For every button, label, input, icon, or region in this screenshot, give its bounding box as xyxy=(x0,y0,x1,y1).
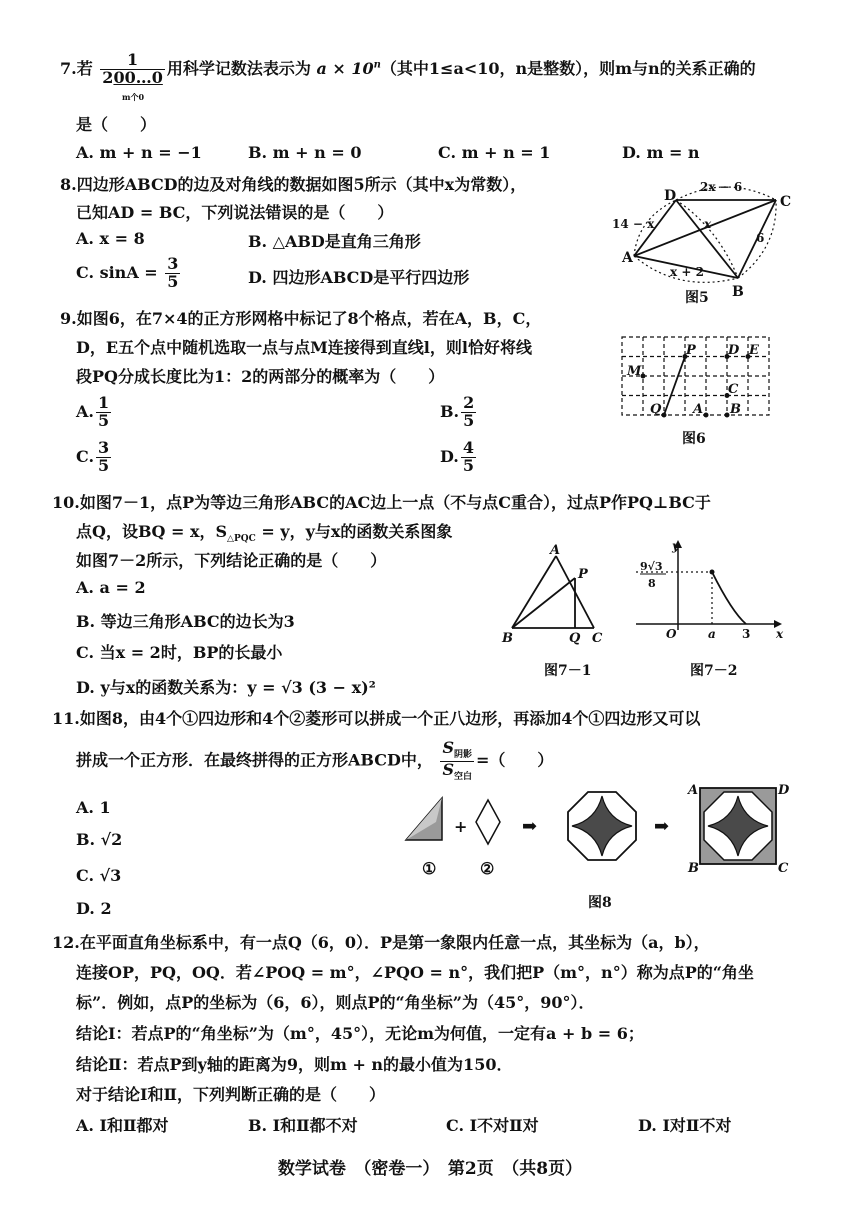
q12-stem-line6: 对于结论Ⅰ和Ⅱ，下列判断正确的是（ ） xyxy=(76,1085,385,1104)
q7-option-b[interactable]: B. m + n = 0 xyxy=(248,143,362,162)
fig7-1-label-q: Q xyxy=(569,631,581,646)
fig7-2-x-axis: x xyxy=(776,627,784,641)
fig5-edge-diag: x xyxy=(704,217,712,231)
fig6-label-c: C xyxy=(728,382,739,397)
q11-ratio: $S_{阴影}$ $S_{空白}$ xyxy=(442,738,473,782)
q12-option-c[interactable]: C. Ⅰ不对Ⅱ对 xyxy=(446,1116,539,1135)
q10-number: 10. xyxy=(52,493,80,512)
fig5-edge-bottom: x + 2 xyxy=(670,265,704,279)
q10-stem-line3: 如图7－2所示，下列结论正确的是（ ） xyxy=(76,551,387,570)
q7-underbrace-label: m个0 xyxy=(122,92,145,102)
q7-option-a[interactable]: A. m + n = −1 xyxy=(76,143,202,162)
q12-stem-line2: 连接OP，PQ，OQ．若∠POQ = m°，∠PQO = n°，我们把P（m°，n°）称为点P的“角坐 xyxy=(76,963,754,982)
q8-option-a[interactable]: A. x = 8 xyxy=(76,229,145,248)
figure-5-caption: 图5 xyxy=(685,290,709,306)
q9-number: 9. xyxy=(60,309,77,328)
fig8-label-1: ① xyxy=(422,859,437,878)
fig8-plus: + xyxy=(454,817,468,836)
fig7-2-origin: O xyxy=(666,627,677,641)
fig7-2-y-tick-den: 8 xyxy=(648,577,656,590)
q9-stem-line3: 段PQ分成长度比为1：2的两部分的概率为（ ） xyxy=(76,367,445,386)
q10-option-a[interactable]: A. a = 2 xyxy=(76,578,146,597)
fig6-label-p: P xyxy=(686,343,696,358)
q7-number: 7. xyxy=(60,58,77,78)
q10-option-d[interactable]: D. y与x的函数关系为：y = √3 (3 − x)² xyxy=(76,678,376,697)
q12-option-b[interactable]: B. Ⅰ和Ⅱ都不对 xyxy=(248,1116,358,1135)
fig6-label-m: M xyxy=(627,364,642,379)
q12-option-d[interactable]: D. Ⅰ对Ⅱ不对 xyxy=(638,1116,732,1135)
figure-7-1 xyxy=(500,543,610,646)
q11-stem-line2: 拼成一个正方形．在最终拼得的正方形ABCD中， $S_{阴影}$ $S_{空白}$ =（ ） xyxy=(76,738,554,782)
fig8-label-c: C xyxy=(778,861,789,876)
fig5-label-b: B xyxy=(732,284,744,300)
q8-stem-line2: 已知AD = BC，下列说法错误的是（ ） xyxy=(76,203,394,222)
q9-stem-line1: 9.如图6，在7×4的正方形网格中标记了8个格点，若在A，B，C， xyxy=(60,309,542,328)
figure-6-caption: 图6 xyxy=(682,431,706,447)
fig8-label-d: D xyxy=(778,783,790,798)
figure-7-2 xyxy=(636,540,786,640)
q9-stem-line2: D，E五个点中随机选取一点与点M连接得到直线l，则l恰好将线 xyxy=(76,338,532,357)
figure-8-caption: 图8 xyxy=(588,895,612,911)
fig7-2-y-axis: y xyxy=(672,539,679,553)
fig5-label-d: D xyxy=(664,188,677,204)
q8-number: 8. xyxy=(60,175,77,194)
q12-option-a[interactable]: A. Ⅰ和Ⅱ都对 xyxy=(76,1116,169,1135)
fig5-label-a: A xyxy=(622,250,633,266)
q8-option-b[interactable]: B. △ABD是直角三角形 xyxy=(248,232,421,251)
q12-stem-line1: 12.在平面直角坐标系中，有一点Q（6，0）．P是第一象限内任意一点，其坐标为（a，b）， xyxy=(52,933,710,952)
q7-stem-line1: 7.若 $\frac{1}{200\dots 0}$ 用科学记数法表示为 $a \times 10^n$（其中1≤a<10，n是整数），则m与n的关系正确的 xyxy=(60,50,756,87)
q10-stem-line1: 10.如图7－1，点P为等边三角形ABC的AC边上一点（不与点C重合），过点P作PQ⊥BC于 xyxy=(52,493,711,512)
figure-7-2-caption: 图7－2 xyxy=(690,663,738,679)
fig6-label-b: B xyxy=(730,402,741,417)
q9-option-a[interactable]: A. $\frac{1}{5}$ xyxy=(76,393,110,430)
q10-stem-line2: 点Q，设BQ = x，$S_{\triangle PQC} = y$，y与x的函数关系图象 xyxy=(76,522,453,545)
figure-5 xyxy=(608,178,798,303)
fig8-label-a: A xyxy=(688,783,699,798)
q9-option-c[interactable]: C. $\frac{3}{5}$ xyxy=(76,438,110,475)
q9-option-b[interactable]: B. $\frac{2}{5}$ xyxy=(440,393,475,430)
fig8-arrow-1: ➡ xyxy=(522,816,538,837)
q8-stem-line1: 8.四边形ABCD的边及对角线的数据如图5所示（其中x为常数）， xyxy=(60,175,527,194)
q12-number: 12. xyxy=(52,933,80,952)
fig5-label-c: C xyxy=(780,194,792,210)
figure-8 xyxy=(400,783,790,902)
q12-stem-line3: 标”．例如，点P的坐标为（6，6），则点P的“角坐标”为（45°，90°）． xyxy=(76,993,595,1012)
q12-conclusion-1: 结论Ⅰ：若点P的“角坐标”为（m°，45°），无论m为何值，一定有a + b = 6； xyxy=(76,1024,644,1043)
fig8-label-b: B xyxy=(688,861,699,876)
fig5-edge-left: 14 − x xyxy=(612,217,655,231)
figure-7-1-caption: 图7－1 xyxy=(544,663,592,679)
q11-option-d[interactable]: D. 2 xyxy=(76,899,112,918)
q10-option-c[interactable]: C. 当x = 2时，BP的长最小 xyxy=(76,643,283,662)
fig7-1-label-c: C xyxy=(592,631,603,646)
q7-option-d[interactable]: D. m = n xyxy=(622,143,700,162)
fig5-edge-right: 6 xyxy=(756,231,765,245)
page-footer: 数学试卷 （密卷一） 第2页 （共8页） xyxy=(277,1159,583,1179)
fig6-label-d: D xyxy=(728,343,740,358)
q12-conclusion-2: 结论Ⅱ：若点P到y轴的距离为9，则m + n的最小值为150． xyxy=(76,1055,513,1074)
q11-option-a[interactable]: A. 1 xyxy=(76,798,111,817)
fig5-edge-top: 2x − 6 xyxy=(700,180,743,194)
q7-option-c[interactable]: C. m + n = 1 xyxy=(438,143,551,162)
q11-stem-line1: 11.如图8，由4个①四边形和4个②菱形可以拼成一个正八边形，再添加4个①四边形又可以 xyxy=(52,709,701,728)
fig7-2-x-tick-a: a xyxy=(708,627,716,641)
q8-option-d[interactable]: D. 四边形ABCD是平行四边形 xyxy=(248,268,470,287)
fig8-arrow-2: ➡ xyxy=(654,816,670,837)
q11-option-c[interactable]: C. √3 xyxy=(76,866,122,885)
q7-fraction: $\frac{1}{200\dots 0}$ xyxy=(102,50,163,87)
q9-option-d[interactable]: D. $\frac{4}{5}$ xyxy=(440,438,475,475)
fig6-label-a: A xyxy=(693,402,704,417)
fig6-label-q: Q xyxy=(650,402,662,417)
fig8-label-2: ② xyxy=(480,859,495,878)
fig7-1-label-b: B xyxy=(502,631,513,646)
fig7-2-y-tick-num: 9√3 xyxy=(640,560,663,573)
figure-6 xyxy=(620,335,772,419)
q10-option-b[interactable]: B. 等边三角形ABC的边长为3 xyxy=(76,612,295,631)
q11-number: 11. xyxy=(52,709,80,728)
fig6-label-e: E xyxy=(749,343,759,358)
fig7-2-x-tick-3: 3 xyxy=(742,627,751,641)
q11-option-b[interactable]: B. √2 xyxy=(76,830,123,849)
q8-option-c[interactable]: C. sinA = $\frac{3}{5}$ xyxy=(76,254,179,291)
q7-stem-line2: 是（ ） xyxy=(76,115,157,134)
fig7-1-label-a: A xyxy=(550,543,561,558)
fig7-1-label-p: P xyxy=(578,567,588,582)
